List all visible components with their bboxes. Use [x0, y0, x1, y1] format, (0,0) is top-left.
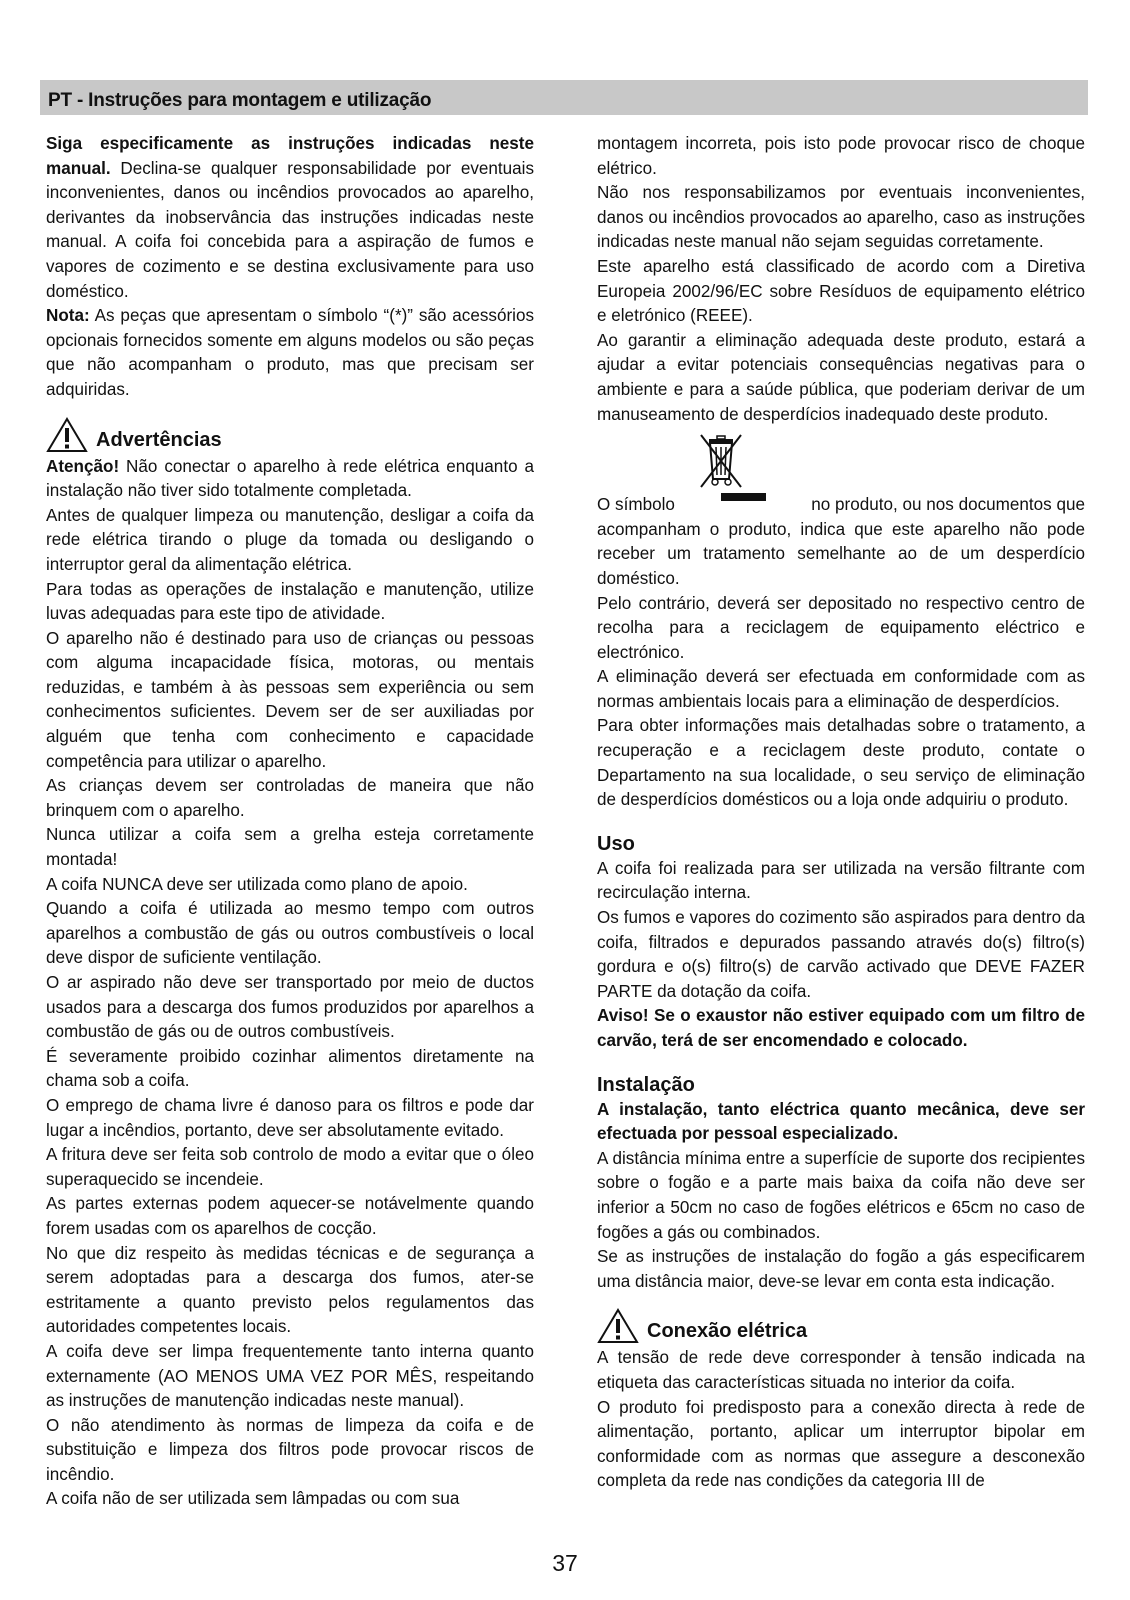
- aviso-paragraph: [597, 1004, 1085, 1053]
- page-number: 37: [552, 1550, 578, 1576]
- advertencias-heading: [46, 417, 534, 453]
- simbolo-line: [597, 493, 1085, 518]
- warning-paragraph: A fritura deve ser feita sob controlo de modo a evitar que o óleo superaquecido se incendeie.: [46, 1145, 534, 1189]
- conexao-title: Conexão elétrica: [647, 1320, 808, 1343]
- body-paragraph: Os fumos e vapores do cozimento são aspirados para dentro da coifa, filtrados e depurados passando através do(s) filtro(s) gordura e o(s) filtro(s) de carvão activado que DEVE FAZER PARTE da dotação da coifa.: [597, 908, 1085, 1001]
- body-paragraph: Se as instruções de instalação do fogão a gás especificarem uma distância maior, deve-se levar em conta esta indicação.: [597, 1247, 1085, 1291]
- body-paragraph: Este aparelho está classificado de acordo com a Diretiva Europeia 2002/96/EC sobre Resíduos de equipamento elétrico e eletrónico (REEE).: [597, 256, 1085, 326]
- aviso-bold: Aviso! Se o exaustor não estiver equipado com um filtro de carvão, terá de ser encomendado e colocado.: [597, 1006, 1085, 1050]
- conexao-heading: [597, 1308, 1085, 1344]
- warning-paragraph: O não atendimento às normas de limpeza da coifa e de substituição e limpeza dos filtros pode provocar riscos de incêndio.: [46, 1415, 534, 1484]
- warning-paragraph: No que diz respeito às medidas técnicas e de segurança a serem adoptadas para a descarga dos fumos, ater-se estritamente a quanto previsto pelos regulamentos das autoridades competentes locais.: [46, 1243, 534, 1337]
- body-paragraph: Para obter informações mais detalhadas sobre o tratamento, a recuperação e a reciclagem deste produto, contate o Departamento na sua localidade, o seu serviço de eliminação de desperdícios domésticos ou a loja onde adquiriu o produto.: [597, 716, 1085, 810]
- warning-paragraph: A coifa NUNCA deve ser utilizada como plano de apoio.: [46, 874, 468, 894]
- left-column: [46, 132, 534, 1512]
- intro-paragraph: [46, 132, 534, 304]
- black-bar-symbol: [721, 493, 766, 501]
- nota-label: Nota:: [46, 306, 90, 326]
- warning-paragraph: É severamente proibido cozinhar alimentos diretamente na chama sob a coifa.: [46, 1046, 534, 1091]
- intro-text: Declina-se qualquer responsabilidade por eventuais inconvenientes, danos ou incêndios provocados ao aparelho, derivantes da inobservância das instruções indicadas neste manual. A coifa foi concebida para a aspiração de fumos e vapores de cozimento e se destina exclusivamente para uso doméstico.: [46, 158, 534, 301]
- warning-paragraph: Antes de qualquer limpeza ou manutenção, desligar a coifa da rede elétrica tirando o pluge da tomada ou desligando o interruptor geral da alimentação elétrica.: [46, 505, 534, 574]
- weee-crossed-bin-icon: [695, 433, 747, 489]
- warning-paragraph: A coifa deve ser limpa frequentemente tanto interna quanto externamente (AO MENOS UMA VEZ POR MÊS, respeitando as instruções de manutenção indicadas neste manual).: [46, 1341, 534, 1411]
- warning-paragraph: As partes externas podem aquecer-se notávelmente quando forem usadas com os aparelhos de cocção.: [46, 1194, 534, 1238]
- simbolo-suffix: no produto, ou nos documentos que: [811, 495, 1085, 515]
- uso-title: Uso: [597, 832, 635, 855]
- warning-paragraph: O emprego de chama livre é danoso para os filtros e pode dar lugar a incêndios, portanto, deve ser absolutamente evitado.: [46, 1095, 534, 1140]
- page-title: PT - Instruções para montagem e utilização: [48, 90, 432, 111]
- nota-paragraph: [46, 304, 534, 402]
- right-column: [597, 132, 1085, 1494]
- advertencias-title: Advertências: [96, 428, 222, 451]
- warning-paragraph: A coifa não de ser utilizada sem lâmpadas ou com sua: [46, 1489, 460, 1509]
- intro-bold: Siga especificamente as instruções indicadas neste manual.: [46, 134, 534, 178]
- body-paragraph: A eliminação deverá ser efectuada em conformidade com as normas ambientais locais para a eliminação de desperdícios.: [597, 667, 1085, 711]
- warning-paragraph: Nunca utilizar a coifa sem a grelha esteja corretamente montada!: [46, 825, 534, 870]
- body-paragraph: A tensão de rede deve corresponder à tensão indicada na etiqueta das características situada no interior da coifa.: [597, 1348, 1085, 1392]
- warning-paragraph: As crianças devem ser controladas de maneira que não brinquem com o aparelho.: [46, 776, 534, 820]
- warning-triangle-icon: [46, 417, 88, 453]
- body-paragraph: Pelo contrário, deverá ser depositado no respectivo centro de recolha para a reciclagem de equipamento eléctrico e electrónico.: [597, 593, 1085, 662]
- body-paragraph: Não nos responsabilizamos por eventuais inconvenientes, danos ou incêndios provocados ao aparelho, caso as instruções indicadas neste manual não sejam seguidas corretamente.: [597, 183, 1085, 252]
- warning-paragraph: O ar aspirado não deve ser transportado por meio de ductos usados para a descarga dos fumos produzidos por aparelhos a combustão de gás ou de outros combustíveis.: [46, 973, 534, 1042]
- nota-text: As peças que apresentam o símbolo “(*)” são acessórios opcionais fornecidos somente em alguns modelos ou são peças que não acompanham o produto, mas que precisam ser adquiridas.: [46, 306, 534, 399]
- warning-paragraph: Quando a coifa é utilizada ao mesmo tempo com outros aparelhos a combustão de gás ou outros combustíveis o local deve dispor de suficiente ventilação.: [46, 899, 534, 968]
- weee-symbol-block: [597, 433, 1085, 489]
- section-header-bar: [40, 80, 1088, 115]
- body-paragraph: A distância mínima entre a superfície de suporte dos recipientes sobre o fogão e a parte mais baixa da coifa não deve ser inferior a 50cm no caso de fogões elétricos e 65cm no caso de fogões a gás ou combinados.: [597, 1148, 1085, 1242]
- instalacao-bold-paragraph: [597, 1098, 1085, 1147]
- body-paragraph: acompanham o produto, indica que este aparelho não pode receber um tratamento semelhante ao de um desperdício doméstico.: [597, 519, 1085, 588]
- body-paragraph: O produto foi predisposto para a conexão directa à rede de alimentação, portanto, aplicar um interruptor bipolar em conformidade com as normas que assegure a desconexão completa da rede nas condições da categoria III de: [597, 1397, 1085, 1491]
- atencao-paragraph: [46, 455, 534, 504]
- warning-paragraph: O aparelho não é destinado para uso de crianças ou pessoas com alguma incapacidade física, motoras, ou mentais reduzidas, e também à às pessoas sem experiência ou sem conhecimentos suficientes. Devem ser de ser auxiliadas por alguém que tenha com conhecimento e capacidade competência para utilizar o aparelho.: [46, 628, 534, 771]
- instalacao-title: Instalação: [597, 1073, 695, 1096]
- simbolo-prefix: O símbolo: [597, 495, 675, 515]
- body-paragraph: Ao garantir a eliminação adequada deste produto, estará a ajudar a evitar potenciais consequências negativas para o ambiente e para a saúde pública, que poderiam derivar de um manuseamento de desperdícios inadequado deste produto.: [597, 330, 1085, 424]
- warning-triangle-icon: [597, 1308, 639, 1344]
- body-paragraph: A coifa foi realizada para ser utilizada na versão filtrante com recirculação interna.: [597, 858, 1085, 903]
- atencao-label: Atenção!: [46, 456, 120, 476]
- instalacao-bold: A instalação, tanto eléctrica quanto mecânica, deve ser efectuada por pessoal especializado.: [597, 1099, 1085, 1144]
- body-paragraph: montagem incorreta, pois isto pode provocar risco de choque elétrico.: [597, 134, 1085, 178]
- atencao-text: Não conectar o aparelho à rede elétrica enquanto a instalação não tiver sido totalmente completada.: [46, 456, 534, 501]
- warning-paragraph: Para todas as operações de instalação e manutenção, utilize luvas adequadas para este tipo de atividade.: [46, 579, 534, 624]
